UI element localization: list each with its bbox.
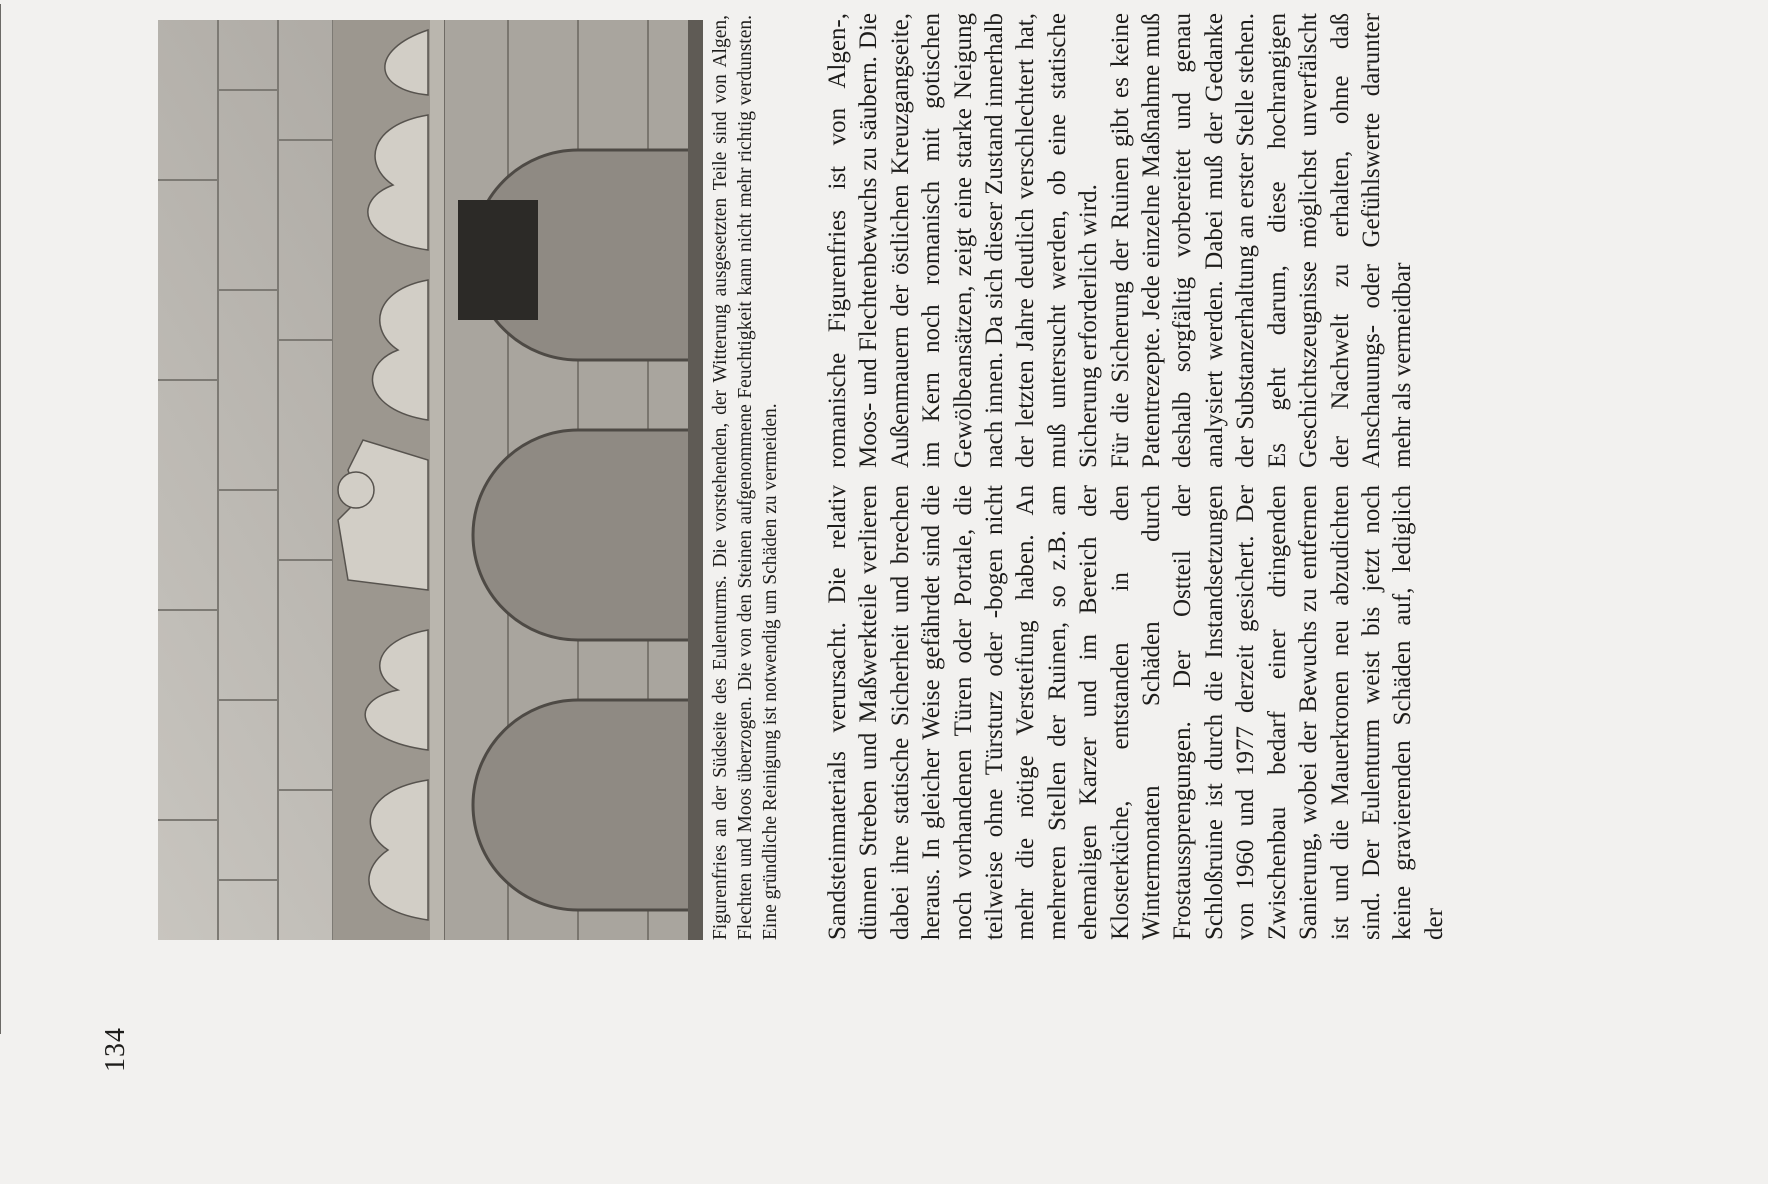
header-rule xyxy=(0,4,1,1034)
page-number: 134 xyxy=(100,1027,131,1072)
figure-photo-frieze xyxy=(158,20,703,940)
paragraph: romanische Figurenfries ist von Algen-, Moos- und Flechtenbewuchs zu säubern. Die Außenmauern der östlichen Kreuzgangseite, im Kern noch romanisch mit gotischen Gewölbeansätzen, zeigt eine starke Neigung nach innen. Da sich dieser Zustand innerhalb der letzten Jahre deutlich verschlechtert hat, muß untersucht werden, ob eine statische Sicherung erforderlich wird. xyxy=(824,13,1103,468)
text-column-right xyxy=(822,13,1419,468)
paragraph: Für die Sicherung der Ruinen gibt es keine Patentrezepte. Jede einzelne Maßnahme muß deshalb sorgfältig vorbereitet und genau analysiert werden. Dabei muß der Gedanke der Substanzerhaltung an erster Stelle stehen. Es geht darum, diese hochrangigen Geschichtszeugnisse möglichst unverfälscht der Nachwelt zu erhalten, ohne daß Anschauungs- oder Gefühlswerte darunter mehr als vermeidbar xyxy=(1106,13,1417,468)
text-column-left xyxy=(822,485,1450,940)
paragraph: Sandsteinmaterials verursacht. Die relativ dünnen Streben und Maßwerkteile verlieren dabei ihre statische Sicherheit und brechen heraus. In gleicher Weise gefährdet sind die noch vorhandenen Türen oder Portale, die teilweise ohne Türsturz oder -bogen nicht mehr die nötige Versteifung haben. An mehreren Stellen der Ruinen, so z.B. am ehemaligen Karzer und im Bereich der Klosterküche, entstanden in den Wintermonaten Schäden durch Frostaussprengungen. Der Ostteil der Schloßruine ist durch die Instandsetzungen von 1960 und 1977 derzeit gesichert. Der Zwischenbau bedarf einer dringenden Sanierung, wobei der Bewuchs zu entfernen ist und die Mauerkronen neu abzudichten sind. Der Eulenturm weist bis jetzt noch keine gravierenden Schäden auf, lediglich der xyxy=(824,485,1448,940)
figure-caption: Figurenfries an der Südseite des Eulenturms. Die vorstehenden, der Witterung ausgesetzten Teile sind von Algen, Flechten und Moos überzogen. Die von den Steinen aufgenommene Feuchtigkeit kann nicht mehr richtig verdunsten. Eine gründliche Reinigung ist notwendig um Schäden zu vermeiden. xyxy=(710,15,781,940)
